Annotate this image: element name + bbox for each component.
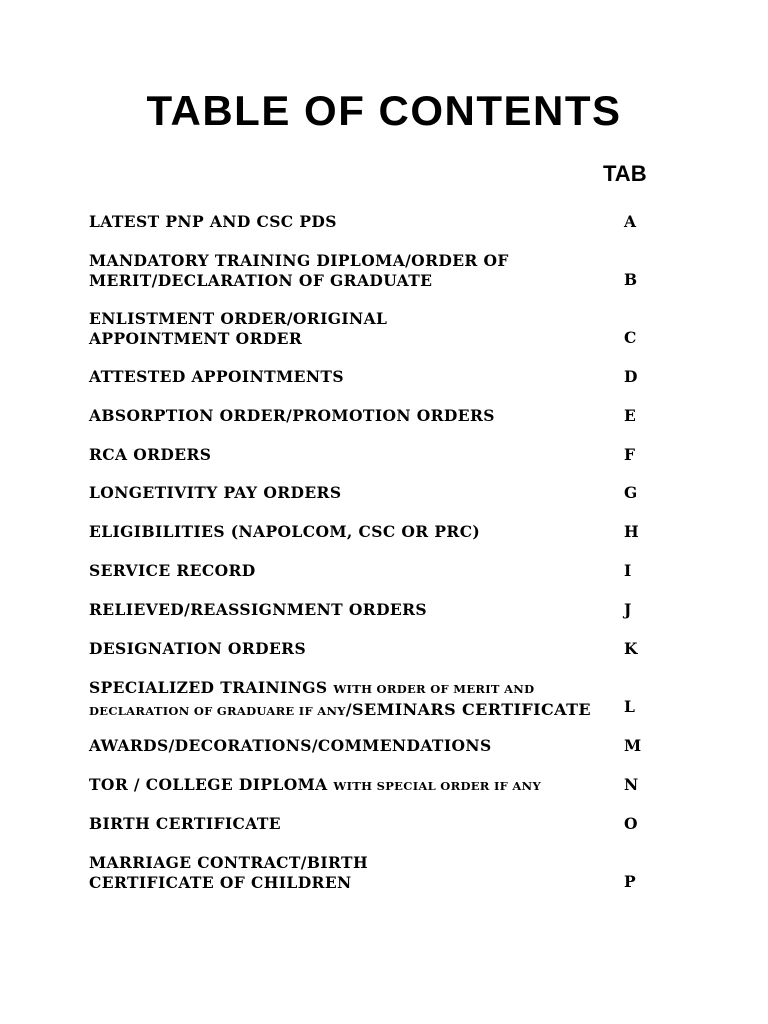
tab-letter: J	[624, 600, 632, 619]
toc-entry-label: SERVICE RECORD	[89, 561, 256, 580]
tab-letter: N	[624, 775, 639, 794]
tab-letter: C	[624, 328, 637, 347]
tab-letter: E	[624, 406, 636, 425]
toc-entry-awards	[89, 736, 579, 756]
toc-entry-enlistment-order	[89, 309, 579, 348]
toc-entry-label-main: TOR / COLLEGE DIPLOMA	[89, 775, 328, 794]
toc-entry-specialized-trainings	[89, 678, 592, 721]
toc-entry-label: LATEST PNP AND CSC PDS	[89, 212, 337, 231]
toc-entry-label: BIRTH CERTIFICATE	[89, 814, 281, 833]
tab-letter: G	[624, 483, 638, 502]
tab-letter: H	[624, 522, 639, 541]
toc-entry-mandatory-training	[89, 251, 579, 290]
toc-entry-label-line-1: MANDATORY TRAINING DIPLOMA/ORDER OF	[89, 251, 509, 270]
toc-entry-label: DESIGNATION ORDERS	[89, 639, 307, 658]
toc-entry-label-line-1: ENLISTMENT ORDER/ORIGINAL	[89, 309, 388, 328]
toc-entry-label-line-2: CERTIFICATE OF CHILDREN	[89, 872, 352, 892]
toc-entry-eligibilities	[89, 522, 579, 542]
tab-letter: M	[624, 736, 642, 755]
toc-entry-label-line-2: APPOINTMENT ORDER	[89, 328, 303, 348]
toc-entry-label-note: WITH SPECIAL ORDER IF ANY	[333, 779, 541, 793]
toc-entry-label: RELIEVED/REASSIGNMENT ORDERS	[89, 600, 428, 619]
toc-entry-rca-orders	[89, 445, 579, 465]
toc-entry-designation-orders	[89, 639, 579, 659]
page-title: TABLE OF CONTENTS	[146, 87, 622, 134]
tab-letter: B	[624, 270, 638, 289]
toc-entry-label-line-1: MARRIAGE CONTRACT/BIRTH	[89, 853, 368, 872]
tab-letter: I	[624, 561, 632, 580]
toc-entry-pds	[89, 212, 579, 232]
toc-entry-label-main: SPECIALIZED TRAININGS	[89, 678, 328, 697]
tab-letter: D	[624, 367, 638, 386]
toc-entry-attested-appointments	[89, 367, 579, 387]
toc-entry-label: ELIGIBILITIES (NAPOLCOM, CSC OR PRC)	[89, 522, 481, 541]
toc-entry-label: ABSORPTION ORDER/PROMOTION ORDERS	[89, 406, 495, 425]
tab-letter: K	[624, 639, 638, 658]
toc-entry-label: LONGETIVITY PAY ORDERS	[89, 483, 342, 502]
tab-column-header: TAB	[603, 161, 647, 186]
toc-entry-longetivity-pay	[89, 483, 579, 503]
toc-entry-label-note: DECLARATION OF GRADUARE IF ANY	[89, 703, 346, 718]
toc-entry-label-line-2: MERIT/DECLARATION OF GRADUATE	[89, 270, 433, 290]
tab-letter: F	[624, 445, 636, 464]
toc-entry-label: AWARDS/DECORATIONS/COMMENDATIONS	[89, 736, 492, 755]
toc-entry-label: ATTESTED APPOINTMENTS	[89, 367, 344, 386]
tab-letter: A	[624, 212, 637, 231]
toc-entry-birth-certificate	[89, 814, 579, 834]
toc-entry-label: RCA ORDERS	[89, 445, 212, 464]
toc-entry-tor-college-diploma	[89, 775, 579, 797]
toc-entry-marriage-contract	[89, 853, 579, 892]
toc-entry-service-record	[89, 561, 579, 581]
tab-letter: O	[624, 814, 638, 833]
toc-entry-relieved-orders	[89, 600, 579, 620]
toc-entry-absorption-order	[89, 406, 579, 426]
toc-entry-label-note: WITH ORDER OF MERIT AND	[333, 682, 535, 696]
tab-letter: L	[624, 697, 635, 716]
tab-letter: P	[624, 872, 636, 891]
toc-entry-label-main: /SEMINARS CERTIFICATE	[345, 699, 592, 719]
